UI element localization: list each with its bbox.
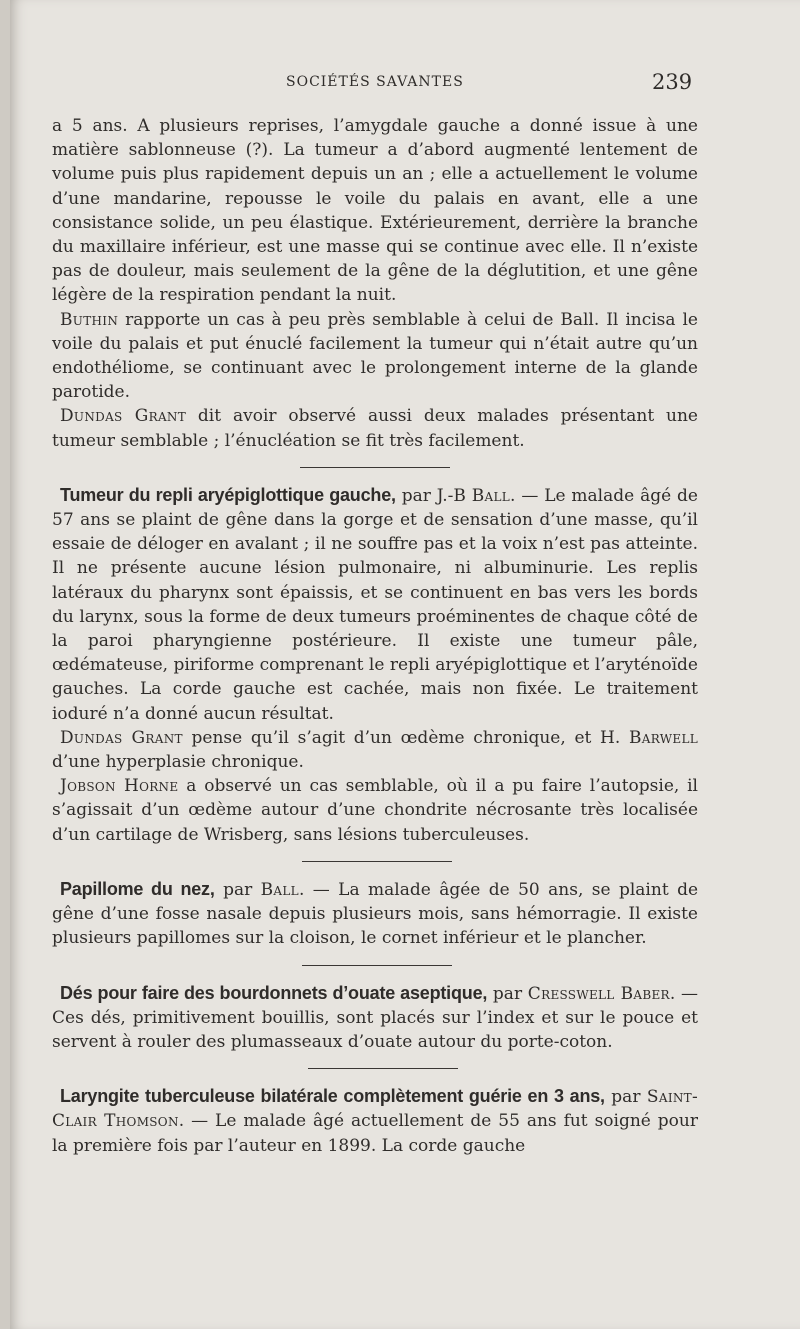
section-tumeur-repli: Tumeur du repli aryépiglottique gauche, par J.-B Ball. — Le malade âgé de 57 ans se plaint de gêne dans la gorge et de sensation d’une masse, qu’il essaie de déloger en avalant ; il ne souffre pas et la voix n’est pas atteinte. Il ne présente aucune lésion pulmonaire, ni albuminurie. Les replis latéraux du pharynx sont épaissis, et se continuent en bas vers les bords du larynx, sous la forme de deux tumeurs proéminentes de chaque côté de la paroi pharyngienne postérieure. Il existe une tumeur pâle, œdémateuse, piriforme comprenant le repli aryépiglottique et l’aryténoïde gauches. La corde gauche est cachée, mais non fixée. Le traitement ioduré n’a donné aucun résultat. [52,484,698,724]
page-number: 239 [652,70,693,94]
running-head: SOCIÉTÉS SAVANTES [286,74,464,90]
paragraph-text: rapporte un cas à peu près semblable à celui de Ball. Il incisa le voile du palais et put énuclé facilement la tumeur qui n’était autre qu’un endothéliome, se continuant avec le prolongement interne de la glande parotide. [52,309,698,403]
author-name: Cresswell Baber [527,983,670,1004]
section-divider [302,965,452,966]
section-text: . — Ces dés, primitivement bouillis, sont placés sur l’index et sur le pouce et servent à rouler des plumasseaux d’ouate autour du porte-coton. [52,983,698,1052]
document-page [10,0,800,1329]
author-name: Jobson Horne [60,776,179,797]
section-text: . — Le malade âgé de 57 ans se plaint de gêne dans la gorge et de sensation d’une masse, qu’il essaie de déloger en avalant ; il ne souffre pas et la voix n’est pas atteinte. Il ne présente aucune lésion pulmonaire, ni albuminurie. Les replis latéraux du pharynx sont épaissis, et se continuent en bas vers les bords du larynx, sous la forme de deux tumeurs proéminentes de chaque côté de la paroi pharyngienne postérieure. Il existe une tumeur pâle, œdémateuse, piriforme comprenant le repli aryépiglottique et l’aryténoïde gauches. La corde gauche est cachée, mais non fixée. Le traitement ioduré n’a donné aucun résultat. [52,485,698,724]
body-text [52,114,698,1158]
author-name: Buthin [60,309,119,330]
section-des: Dés pour faire des bourdonnets d’ouate aseptique, par Cresswell Baber. — Ces dés, primitivement bouillis, sont placés sur l’index et sur le pouce et servent à rouler des plumasseaux d’ouate autour du porte-coton. [52,982,698,1052]
author-name: Saint-Clair Thomson [52,1087,699,1132]
paragraph-discussion-2: Jobson Horne a observé un cas semblable, où il a pu faire l’autopsie, il s’agissait d’un œdème autour d’une chondrite nécrosante très localisée d’un cartilage de Wrisberg, sans lésions tuberculeuses. [52,776,698,845]
author-name: Dundas Grant [60,727,183,748]
section-laryngite: Laryngite tuberculeuse bilatérale complètement guérie en 3 ans, par Saint-Clair Thomson. — Le malade âgé actuellement de 55 ans fut soigné pour la première fois par l’auteur en 1899. La corde gauche [52,1086,699,1156]
section-divider [302,861,452,862]
paragraph-buthin [52,308,698,405]
section-title: Laryngite tuberculeuse bilatérale complètement guérie en 3 ans, [60,1086,605,1107]
section-divider [308,1068,458,1069]
paragraph-continuation: a 5 ans. A plusieurs reprises, l’amygdale gauche a donné issue à une matière sablonneuse (?). La tumeur a d’abord augmenté lentement de volume puis plus rapidement depuis un an ; elle a actuellement le volume d’une mandarine, repousse le voile du palais en avant, elle a une consistance solide, un peu élastique. Extérieurement, derrière la branche du maxillaire inférieur, est une masse qui se continue avec elle. Il n’existe pas de douleur, mais seulement de la gêne de la déglutition, et une gêne légère de la respiration pendant la nuit. [52,116,698,306]
paragraph-text: dit avoir observé aussi deux malades présentant une tumeur semblable ; l’énucléation se fit très facilement. [52,406,698,451]
author-name: Dundas Grant [60,406,187,427]
section-text: . — La malade âgée de 50 ans, se plaint de gêne d’une fosse nasale depuis plusieurs mois, sans hémorragie. Il existe plusieurs papillomes sur la cloison, le cornet inférieur et le plancher. [52,879,699,949]
author-name: Ball [471,485,511,506]
author-name: Ball [260,879,299,900]
paragraph-discussion-1: Dundas Grant pense qu’il s’agit d’un œdème chronique, et H. Barwell d’une hyperplasie chronique. [52,727,698,773]
section-papillome: Papillome du nez, par Ball. — La malade âgée de 50 ans, se plaint de gêne d’une fosse nasale depuis plusieurs mois, sans hémorragie. Il existe plusieurs papillomes sur la cloison, le cornet inférieur et le plancher. [52,878,699,949]
section-text: . — Le malade âgé actuellement de 55 ans fut soigné pour la première fois par l’auteur en 1899. La corde gauche [52,1111,698,1156]
section-divider [300,467,450,468]
author-name: Barwell [628,727,698,748]
section-title: Dés pour faire des bourdonnets d’ouate aseptique, [60,982,488,1003]
section-title: Tumeur du repli aryépiglottique gauche, [60,484,396,505]
page-header [10,70,800,94]
paragraph-dundas-grant [52,404,698,452]
section-title: Papillome du nez, [60,878,215,899]
